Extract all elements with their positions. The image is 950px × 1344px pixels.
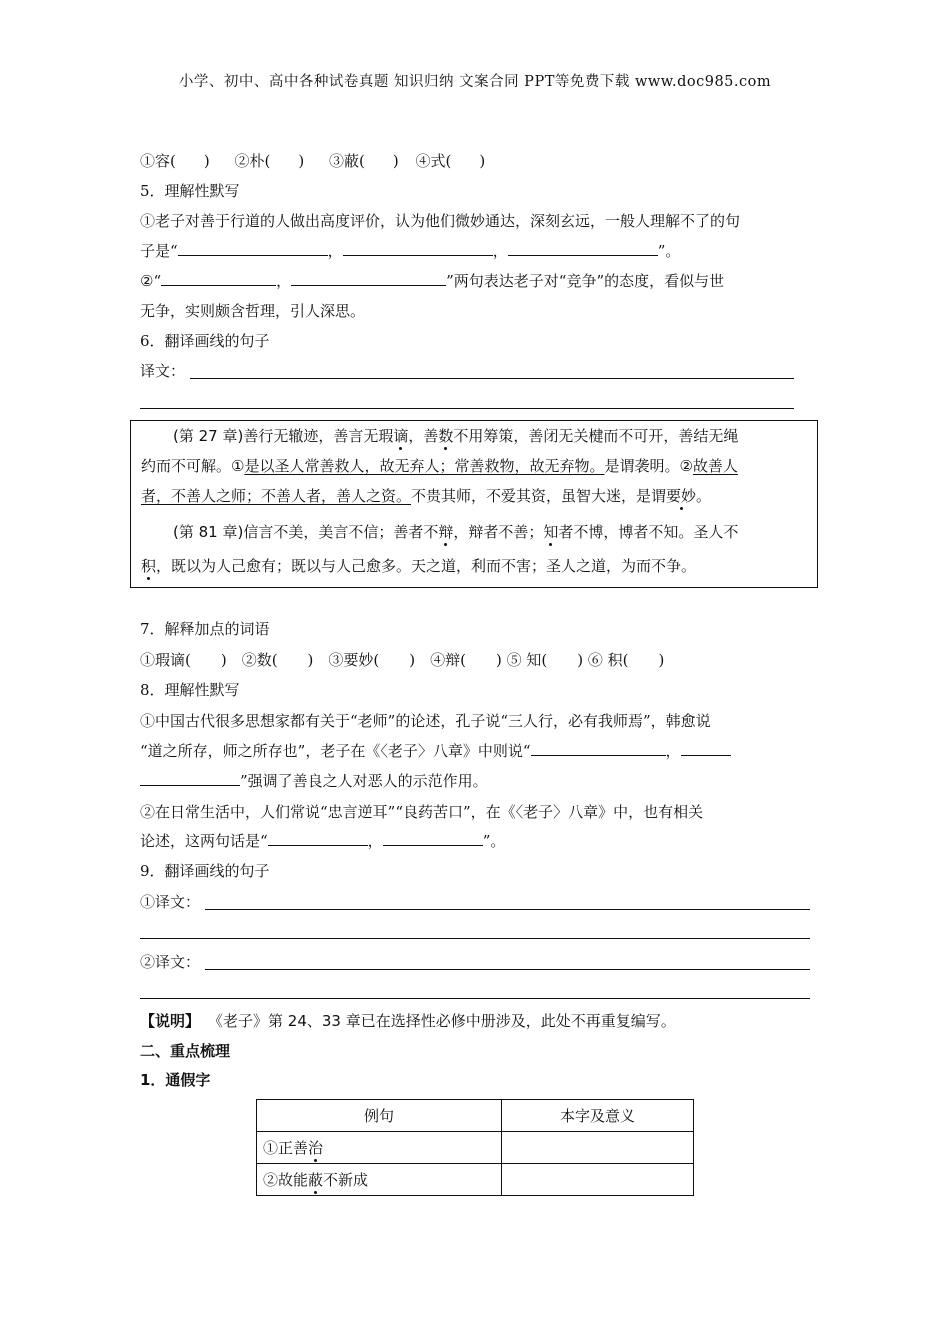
dotted-char: 辩 [438,523,454,541]
q5-p2-line2: 无争，实则颇含哲理，引人深思。 [140,302,366,320]
q6-translation-label: 译文： [140,362,186,380]
answer-line[interactable] [205,969,810,970]
q5-p2-line1: ②“ ， ”两句表达老子对“竞争”的态度，看似与世 [140,272,725,290]
q9-translation-label-2: ②译文： [140,953,201,971]
table-cell: ①正善治 [257,1132,502,1164]
dotted-char: 蔽 [308,1171,324,1189]
item-rong: ①容( [140,152,176,170]
item-bi: ③蔽( [329,152,365,170]
dotted-char: 谪 [393,427,409,445]
q8-p1-line1: ①中国古代很多思想家都有关于“老师”的论述，孔子说“三人行，必有我师焉”，韩愈说 [140,712,711,730]
tongjiazi-table [256,1099,694,1196]
underlined-sentence-2-cont: 者，不善人之师；不善人者，善人之资。 [141,487,412,505]
answer-blank[interactable] [178,241,328,256]
answer-line[interactable] [190,378,794,379]
note-text: 《老子》第 24、33 章已在选择性必修中册涉及，此处不再重复编写。 [208,1012,676,1030]
q7-title: 7．解释加点的词语 [140,620,270,638]
table-cell-answer[interactable] [502,1164,694,1196]
q7-items: ①瑕谪( ) ②数( ) ③要妙( ) ④辩( ) ⑤ 知( ) ⑥ 积( ) [140,651,665,669]
table-cell-answer[interactable] [502,1132,694,1164]
q6-title: 6．翻译画线的句子 [140,332,270,350]
table-header-row [257,1100,694,1132]
table-header: 本字及意义 [502,1100,694,1132]
answer-blank[interactable] [161,271,276,286]
q8-p1-line3: ”强调了善良之人对恶人的示范作用。 [140,771,488,791]
table-row [257,1164,694,1196]
answer-line[interactable] [140,998,810,999]
char-list-line: ①容( ) ②朴( ) ③蔽( ) ④式( ) [140,152,486,170]
q5-title: 5．理解性默写 [140,182,240,200]
answer-line[interactable] [140,408,794,409]
q8-p1-line2: “道之所存，师之所存也”，老子在《〈老子〉八章》中则说“ ， [140,741,731,761]
passage-box [130,420,818,588]
page-header: 小学、初中、高中各种试卷真题 知识归纳 文案合同 PPT等免费下载 www.doc985.com [178,74,772,90]
answer-line[interactable] [205,909,810,910]
passage-line-2: 约而不可解。①是以圣人常善救人，故无弃人；常善救物，故无弃物。是谓袭明。②故善人 [141,457,738,475]
answer-blank[interactable] [681,741,731,756]
answer-blank[interactable] [508,241,658,256]
q5-p1-line1: ①老子对善于行道的人做出高度评价，认为他们微妙通达，深刻玄远，一般人理解不了的句 [140,212,741,230]
q9-title: 9．翻译画线的句子 [140,862,270,880]
dotted-char: 治 [308,1139,324,1157]
answer-blank[interactable] [343,241,493,256]
q5-p1-line2: 子是“ ， ， ”。 [140,242,681,260]
q8-p2-line2: 论述，这两句话是“ ， ”。 [140,832,506,850]
dotted-char: 要妙 [666,487,697,505]
passage-line-3: 者，不善人之师；不善人者，善人之资。不贵其师，不爱其资，虽智大迷，是谓要妙。 [141,487,712,505]
item-shi: ④式( [415,152,452,170]
answer-blank[interactable] [291,271,446,286]
dotted-char: 数 [438,427,454,445]
passage-line-4: (第 81 章)信言不美，美言不信；善者不辩，辩者不善；知者不博，博者不知。圣人不 [173,523,739,541]
table-header: 例句 [257,1100,502,1132]
section-2-title: 二、重点梳理 [140,1042,231,1060]
answer-blank[interactable] [383,831,483,846]
q8-title: 8．理解性默写 [140,681,240,699]
passage-line-5: 积，既以为人己愈有；既以与人己愈多。天之道，利而不害；圣人之道，为而不争。 [141,557,697,575]
note-label: 【说明】 [140,1012,201,1030]
answer-line[interactable] [140,938,810,939]
table-row [257,1132,694,1164]
section-2-sub-1: 1．通假字 [140,1071,211,1089]
answer-blank[interactable] [531,741,666,756]
note-line [140,1011,676,1031]
dotted-char: 知 [543,523,559,541]
underlined-sentence-1: 是以圣人常善救人，故无弃人；常善救物，故无弃物。 [244,457,605,475]
q9-translation-label-1: ①译文： [140,893,201,911]
answer-blank[interactable] [140,771,240,786]
passage-line-1: (第 27 章)善行无辙迹，善言无瑕谪，善数不用筹策，善闭无关楗而不可开，善结无绳 [173,427,739,445]
q8-p2-line1: ②在日常生活中，人们常说“忠言逆耳”“良药苦口”，在《〈老子〉八章》中，也有相关 [140,803,704,821]
dotted-char: 积 [141,557,157,575]
item-pu: ②朴( [234,152,271,170]
table-cell: ②故能蔽不新成 [257,1164,502,1196]
underlined-sentence-2: 故善人 [692,457,738,475]
answer-blank[interactable] [268,831,368,846]
